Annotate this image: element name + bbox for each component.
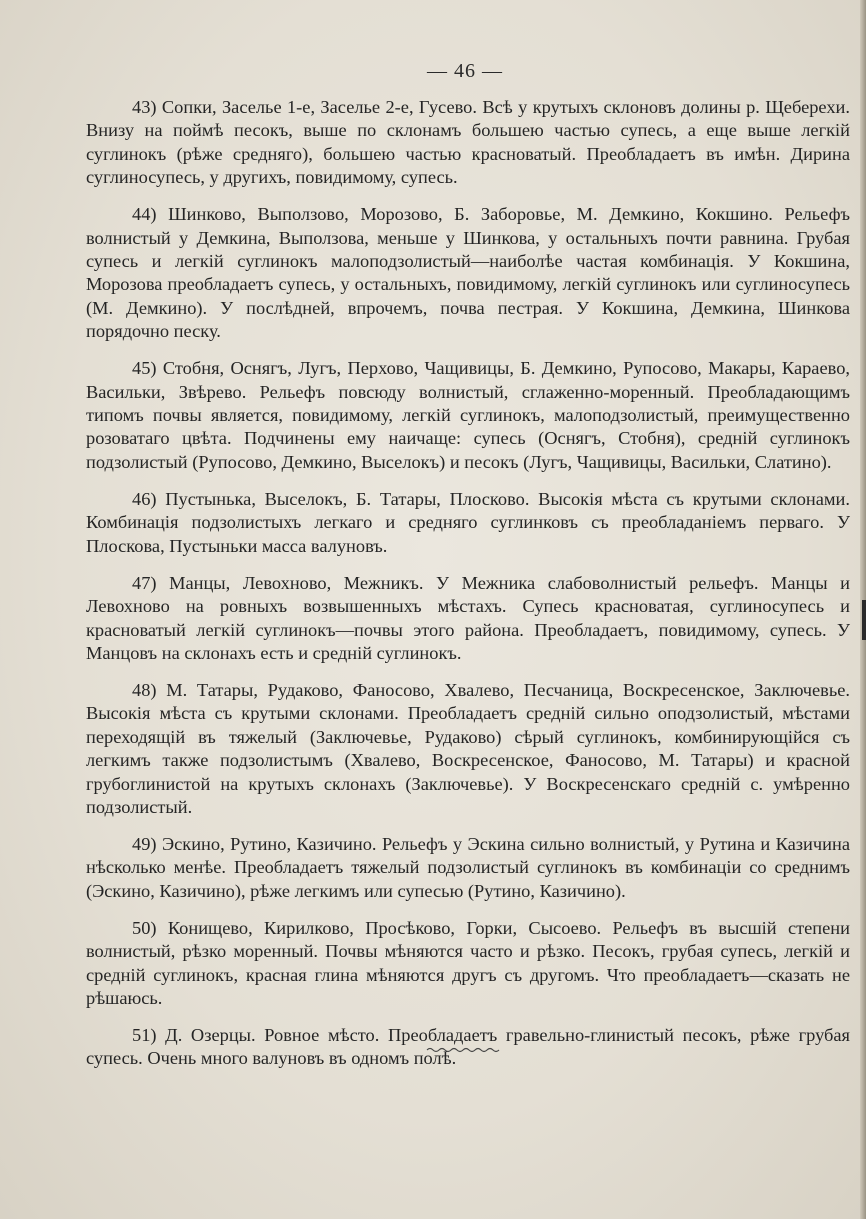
paragraph-47: 47) Манцы, Левохново, Межникъ. У Межника слабоволнистый рельефъ. Манцы и Левохново на ровныхъ возвышенныхъ мѣстахъ. Супесь красноватая, суглиносупесь и красноватый легкій суглинокъ—почвы этого района. Преобладаетъ, повидимому, супесь. У Манцовъ на склонахъ есть и средній суглинокъ.: [86, 572, 850, 663]
paragraph-49: 49) Эскино, Рутино, Казичино. Рельефъ у Эскина сильно волнистый, у Рутина и Казичина нѣсколько менѣе. Преобладаетъ тяжелый подзолистый суглинокъ въ комбинаціи со среднимъ (Эскино, Казичино), рѣже легкимъ или супесью (Рутино, Казичино).: [86, 833, 850, 901]
paragraph-43: 43) Сопки, Заселье 1-е, Заселье 2-е, Гусево. Всѣ у крутыхъ склоновъ долины р. Щеберехи. Внизу на поймѣ песокъ, выше по склонамъ большею частью супесь, а еще выше легкій суглинокъ (рѣже средняго), большею частью красноватый. Преобладаетъ въ имѣн. Дирина суглиносупесь, у другихъ, повидимому, супесь.: [86, 97, 850, 188]
paragraph-46: 46) Пустынька, Выселокъ, Б. Татары, Плосково. Высокія мѣста съ крутыми склонами. Комбинація подзолистыхъ легкаго и средняго суглинковъ съ преобладаніемъ перваго. У Плоскова, Пустыньки масса валуновъ.: [86, 488, 850, 556]
paragraph-48: 48) М. Татары, Рудаково, Фаносово, Хвалево, Песчаница, Воскресенское, Заключевье. Высокія мѣста съ крутыми склонами. Преобладаетъ средній сильно оподзолистый, мѣстами переходящій въ тяжелый (Заключевье, Рудаково) сѣрый суглинокъ, комбинирующійся съ легкимъ также подзолистымъ (Хвалево, Воскресенское, Фаносово, М. Татары) и красной грубоглинистой на крутыхъ склонахъ (Заключевье). У Воскресенскаго средній с. умѣренно подзолистый.: [86, 679, 850, 817]
page-number: — 46 —: [427, 60, 503, 82]
wavy-divider-ornament: [426, 1046, 502, 1054]
paragraph-50: 50) Конищево, Кирилково, Просѣково, Горки, Сысоево. Рельефъ въ высшій степени волнистый, рѣзко моренный. Почвы мѣняются часто и рѣзко. Песокъ, грубая супесь, легкій и средній суглинокъ, красная глина мѣняются другъ съ другомъ. Что преобладаетъ—сказать не рѣшаюсь.: [86, 917, 850, 1008]
paragraph-51: 51) Д. Озерцы. Ровное мѣсто. Преобладаетъ гравельно-глинистый песокъ, рѣже грубая супесь. Очень много валуновъ въ одномъ полѣ.: [86, 1024, 850, 1069]
paragraph-44: 44) Шинково, Выползово, Морозово, Б. Заборовье, М. Демкино, Кокшино. Рельефъ волнистый у Демкина, Выползова, меньше у Шинкова, у остальныхъ почти равнина. Грубая супесь и легкій суглинокъ малоподзолистый—наиболѣе частая комбинація. У Кокшина, Морозова преобладаетъ супесь, у остальныхъ, повидимому, легкій суглинокъ или суглиносупесь (М. Демкино). У послѣдней, впрочемъ, почва пестрая. У Кокшина, Демкина, Шинкова порядочно песку.: [86, 204, 850, 342]
paragraph-45: 45) Стобня, Оснягъ, Лугъ, Перхово, Чащивицы, Б. Демкино, Рупосово, Макары, Караево, Васильки, Звѣрево. Рельефъ повсюду волнистый, сглаженно-моренный. Преобладающимъ типомъ почвы является, повидимому, легкій суглинокъ, малоподзолистый, преимущественно розоватаго цвѣта. Подчинены ему наичаще: супесь (Оснягъ, Стобня), средній суглинокъ подзолистый (Рупосово, Демкино, Выселокъ) и песокъ (Лугъ, Чащивицы, Васильки, Слатино).: [86, 358, 850, 472]
document-body: [86, 96, 850, 1084]
binding-mark: [862, 600, 866, 640]
